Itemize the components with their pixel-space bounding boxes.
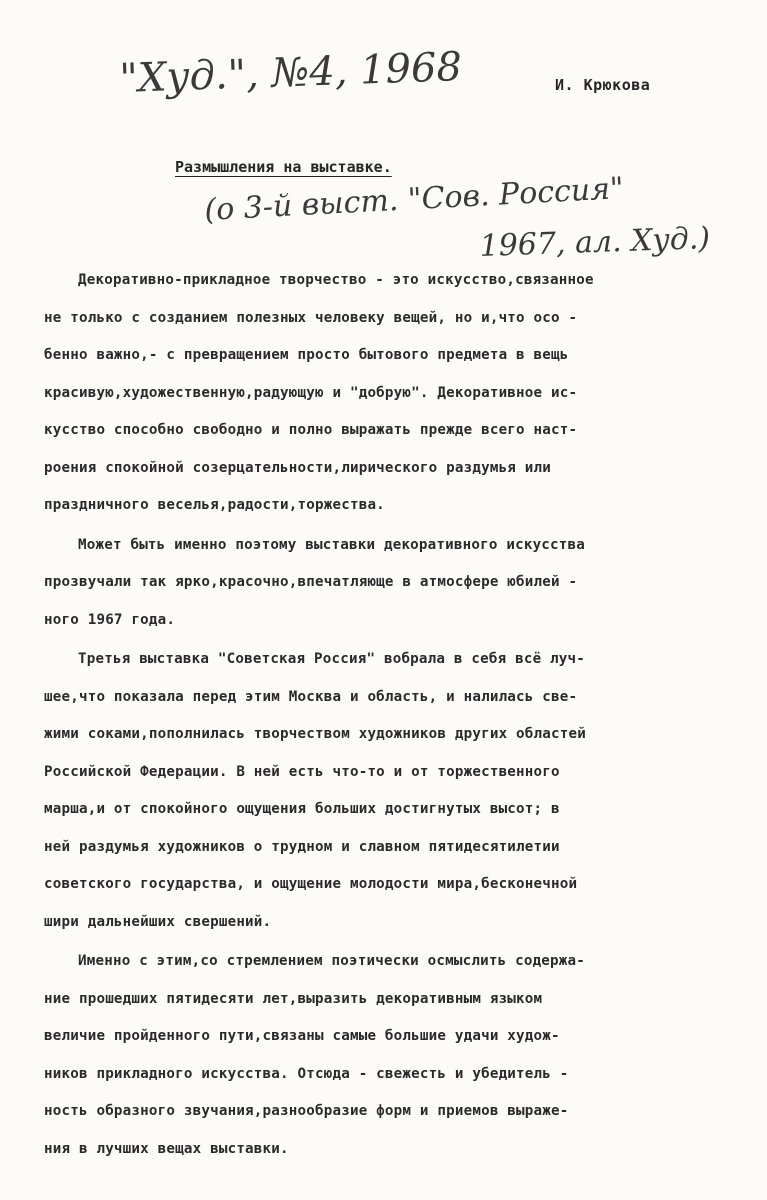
text-line: красивую,художественную,радующую и "добрую". Декоративное ис- (44, 384, 578, 401)
article-title: Размышления на выставке. (175, 158, 392, 176)
text-line: ного 1967 года. (44, 611, 176, 628)
text-line: марша,и от спокойного ощущения больших достигнутых высот; в (44, 801, 560, 817)
text-line: кусство способно свободно и полно выражать прежде всего наст- (44, 422, 578, 438)
text-line: величие пройденного пути,связаны самые большие удачи худож- (44, 1028, 560, 1044)
text-line: шири дальнейших свершений. (44, 913, 272, 930)
svg-text:1967, ал. Худ.): 1967, ал. Худ.) (479, 220, 711, 264)
author-name: И. Крюкова (555, 76, 651, 94)
handwritten-journal-reference (120, 40, 540, 110)
text-line: ние прошедших пятидесяти лет,выразить декоративным языком (44, 990, 543, 1007)
text-line: прозвучали так ярко,красочно,впечатляюще в атмосфере юбилей - (44, 574, 578, 590)
text-line: Российской Федерации. В ней есть что-то и от торжественного (44, 763, 560, 780)
text-line: ней раздумья художников о трудном и славном пятидесятилетии (44, 838, 560, 855)
text-line: бенно важно,- с превращением просто бытового предмета в вещь (44, 347, 569, 363)
text-line: ность образного звучания,разнообразие форм и приемов выраже- (44, 1103, 569, 1119)
text-line: советского государства, и ощущение молодости мира,бесконечной (44, 876, 578, 892)
text-line: Третья выставка "Советская Россия" вобрала в себя всё луч- (78, 651, 586, 667)
text-line: Декоративно-прикладное творчество - это искусство,связанное (78, 272, 594, 288)
handwritten-note (203, 171, 745, 268)
text-line: ния в лучших вещах выставки. (44, 1140, 289, 1157)
text-line: шее,что показала перед этим Москва и область, и налилась све- (44, 688, 578, 705)
text-line: роения спокойной созерцательности,лирического раздумья или (44, 459, 552, 476)
text-line: жими соками,пополнилась творчеством художников других областей (44, 726, 586, 742)
text-line: ников прикладного искусства. Отсюда - свежесть и убедитель - (44, 1065, 569, 1082)
svg-text:(о 3-й выст. "Сов. Россия": (о 3-й выст. "Сов. Россия" (203, 171, 625, 228)
text-line: Может быть именно поэтому выставки декоративного искусства (78, 536, 586, 553)
text-line: не только с созданием полезных человеку вещей, но и,что осо - (44, 309, 578, 326)
text-line: праздничного веселья,радости,торжества. (44, 497, 385, 513)
text-line: Именно с этим,со стремлением поэтически осмыслить содержа- (78, 953, 586, 969)
article-body (44, 262, 744, 1168)
svg-text:"Худ.", №4, 1968: "Худ.", №4, 1968 (118, 44, 463, 102)
